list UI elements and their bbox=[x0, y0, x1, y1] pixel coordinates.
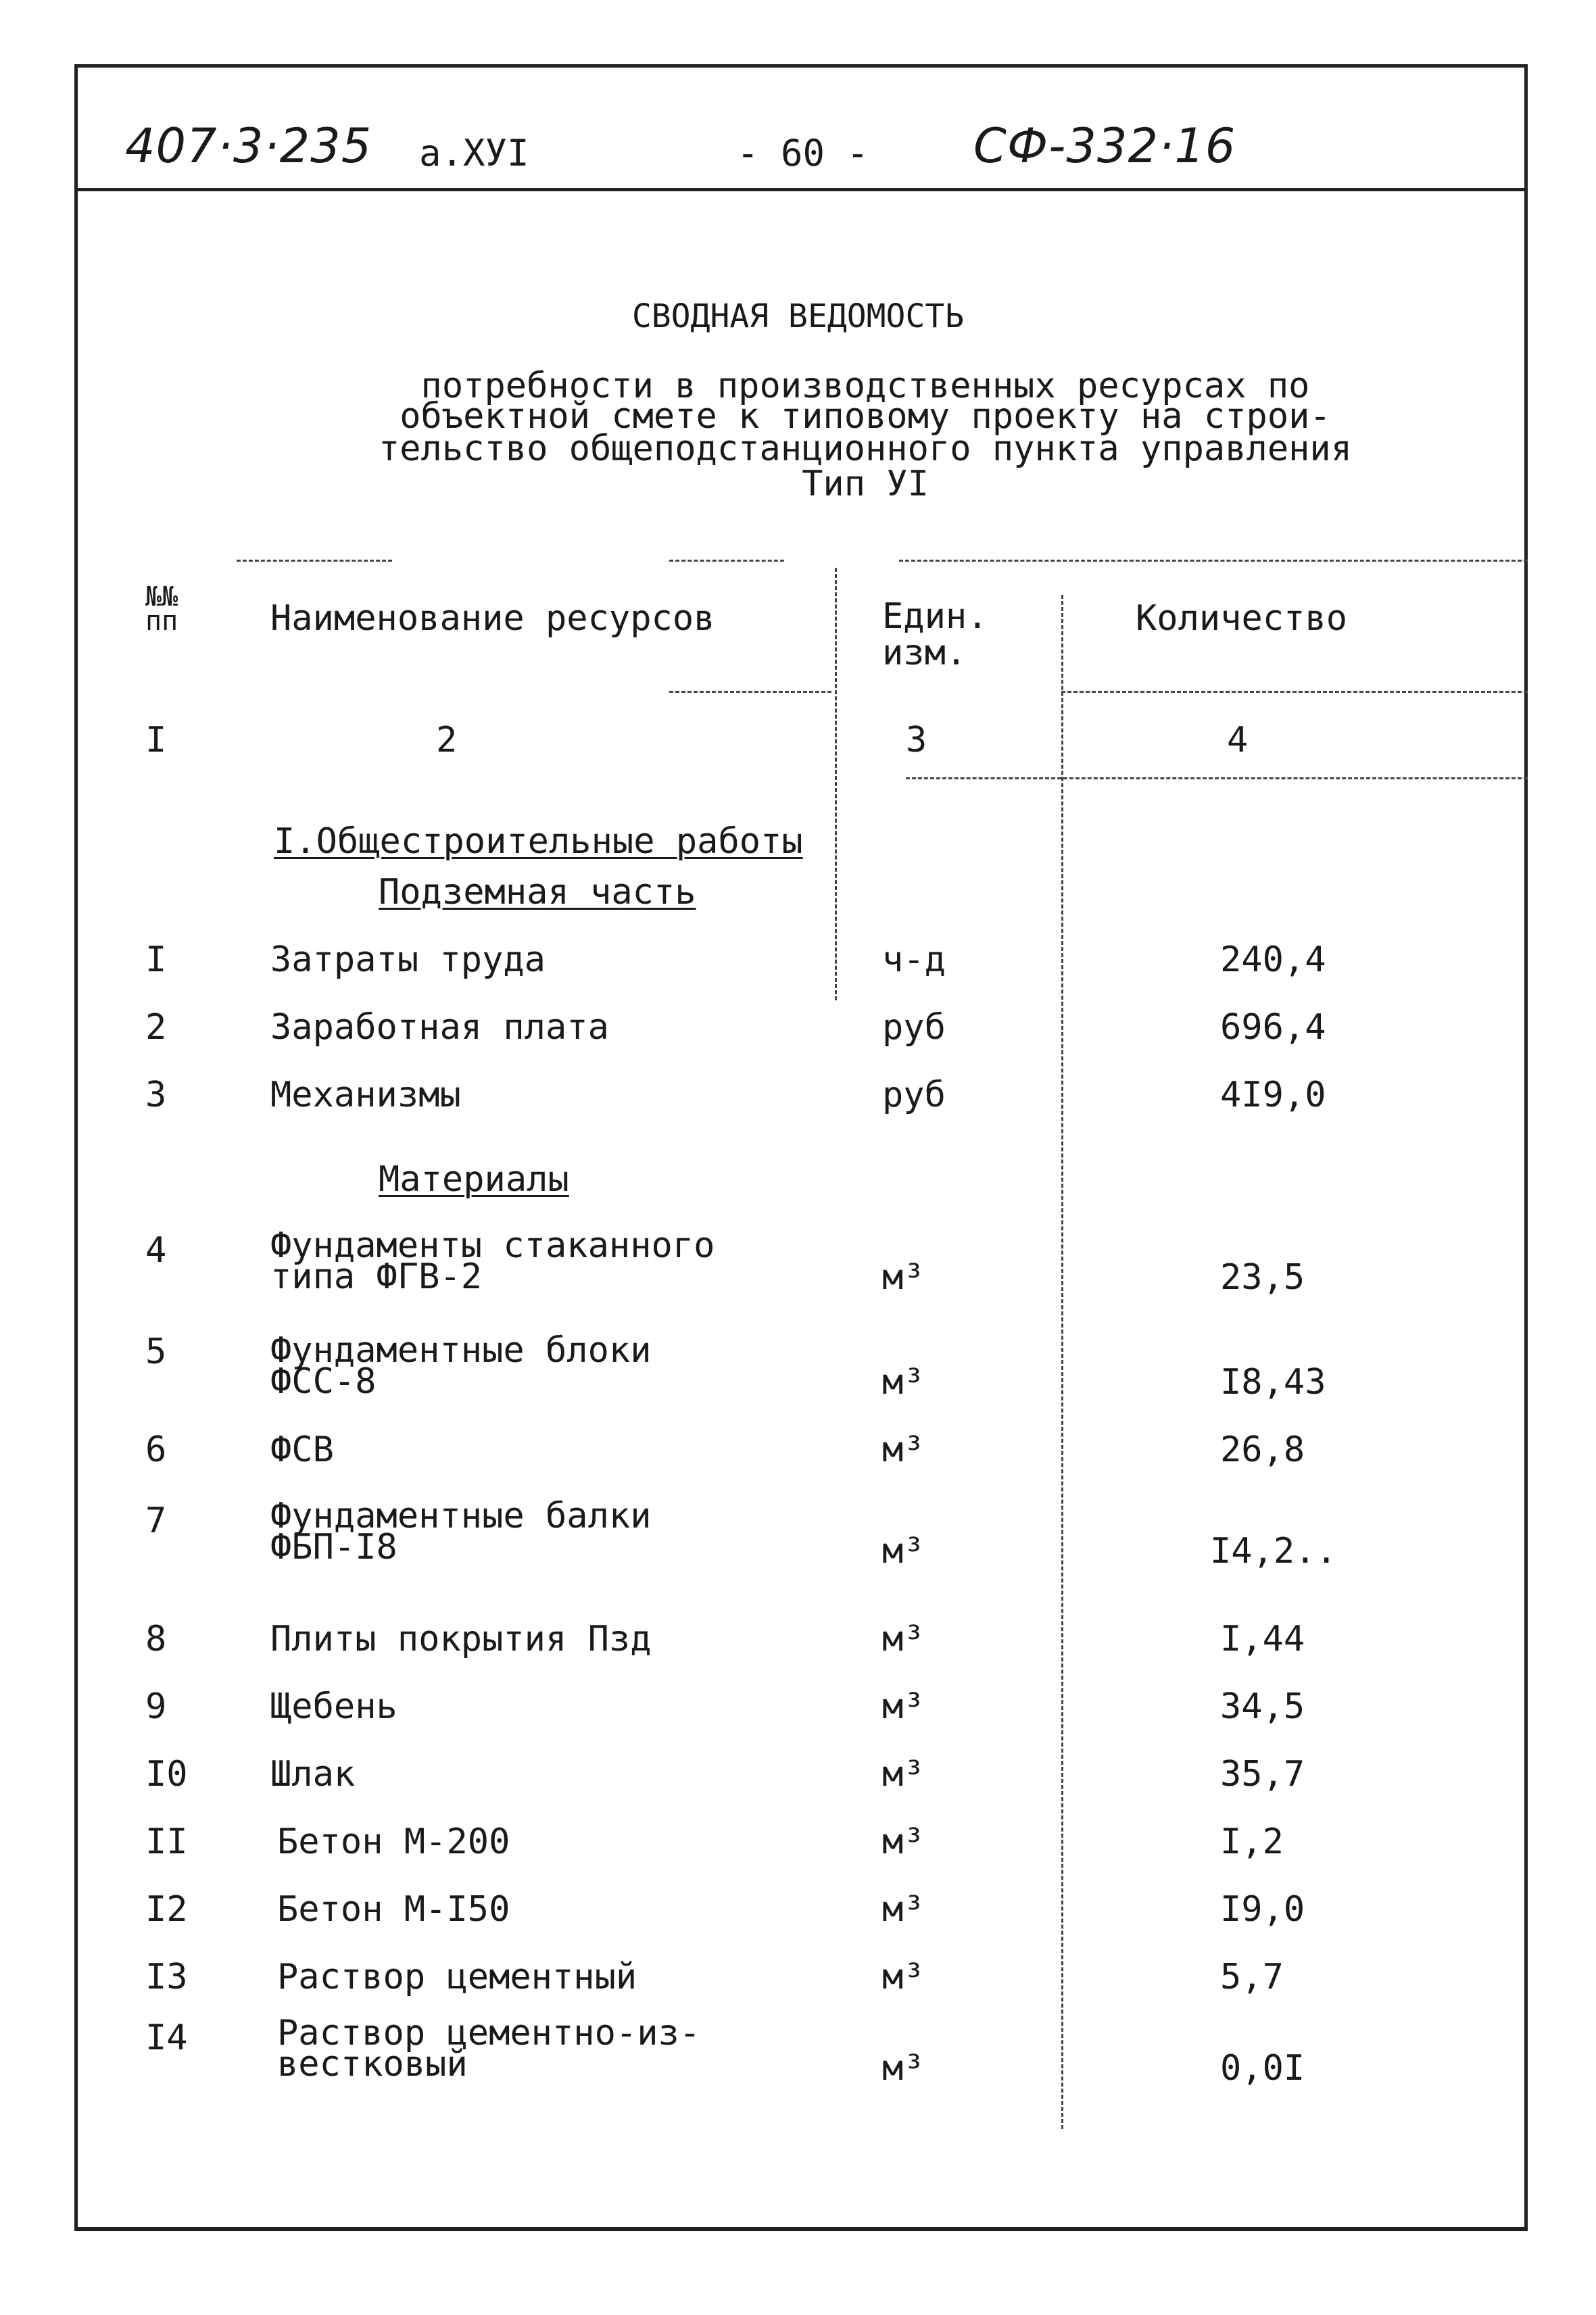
row-qty: I9,0 bbox=[1220, 1889, 1305, 1930]
subtitle-line-2: объектной смете к типовому проекту на строи- bbox=[400, 396, 1331, 437]
row-unit: м³ bbox=[882, 1430, 925, 1470]
table-top-rule-2 bbox=[669, 560, 784, 562]
col-header-unit: Един. изм. bbox=[882, 596, 988, 673]
subtitle-line-1: потребности в производственных ресурсах по bbox=[420, 366, 1310, 406]
page-number: - 60 - bbox=[737, 132, 869, 174]
row-unit: м³ bbox=[882, 1822, 925, 1862]
row-number: 3 bbox=[145, 1075, 167, 1115]
row-number: I3 bbox=[145, 1957, 188, 1997]
row-qty: 240,4 bbox=[1220, 940, 1326, 980]
col-number-4: 4 bbox=[1227, 720, 1249, 760]
row-number: 8 bbox=[145, 1619, 167, 1659]
subsection-title: Подземная часть bbox=[379, 872, 696, 912]
row-number: I bbox=[145, 940, 167, 980]
row-qty: 696,4 bbox=[1220, 1007, 1326, 1048]
col-number-1: I bbox=[145, 720, 167, 760]
row-unit: м³ bbox=[882, 2048, 925, 2089]
row-name: Плиты покрытия Пзд bbox=[270, 1619, 652, 1659]
col-divider-unit-qty bbox=[1061, 595, 1063, 2129]
table-top-rule-1 bbox=[237, 560, 392, 562]
row-qty: 0,0I bbox=[1220, 2048, 1305, 2089]
header-divider bbox=[74, 188, 1528, 191]
section-title: I.Общестроительные работы bbox=[274, 821, 803, 862]
row-unit: м³ bbox=[882, 1889, 925, 1930]
row-name: Фундаментные балки ФБП-I8 bbox=[270, 1496, 652, 1567]
row-name: Механизмы bbox=[270, 1075, 461, 1115]
row-unit: руб bbox=[882, 1075, 946, 1115]
row-name: Бетон М-I50 bbox=[277, 1889, 510, 1930]
row-name: Затраты труда bbox=[270, 940, 546, 980]
row-number: 6 bbox=[145, 1430, 167, 1470]
row-qty: 35,7 bbox=[1220, 1754, 1305, 1795]
album-number: а.XУI bbox=[419, 132, 529, 174]
row-number: 7 bbox=[145, 1501, 167, 1541]
colnum-bottom-rule bbox=[906, 777, 1528, 779]
row-number: II bbox=[145, 1822, 188, 1862]
row-unit: м³ bbox=[882, 1257, 925, 1298]
col-header-number: №№ пп bbox=[145, 581, 178, 637]
row-number: I4 bbox=[145, 2018, 188, 2058]
col-header-name: Наименование ресурсов bbox=[270, 598, 715, 639]
col-number-2: 2 bbox=[436, 720, 458, 760]
row-unit: м³ bbox=[882, 1619, 925, 1659]
row-unit: м³ bbox=[882, 1362, 925, 1403]
row-name: Раствор цементно-из- вестковый bbox=[277, 2013, 701, 2085]
row-name: Фундаменты стаканного типа ФГВ-2 bbox=[270, 1225, 715, 1297]
row-name: Фундаментные блоки ФСС-8 bbox=[270, 1330, 652, 1402]
materials-title: Материалы bbox=[379, 1159, 569, 1200]
sheet-code: СФ-332·16 bbox=[973, 118, 1236, 174]
row-unit: руб bbox=[882, 1007, 946, 1048]
col-header-qty: Количество bbox=[1136, 598, 1348, 639]
subtitle-line-4: Тип УI bbox=[802, 464, 929, 504]
row-number: I0 bbox=[145, 1754, 188, 1795]
header-bottom-rule-2 bbox=[1061, 691, 1528, 693]
col-divider-name-unit bbox=[835, 568, 837, 1000]
row-name: Раствор цементный bbox=[277, 1957, 637, 1997]
row-qty: I8,43 bbox=[1220, 1362, 1326, 1403]
row-name: Щебень bbox=[270, 1686, 397, 1727]
col-number-3: 3 bbox=[906, 720, 927, 760]
row-number: 9 bbox=[145, 1686, 167, 1727]
doc-code: 407·3·235 bbox=[125, 118, 372, 174]
row-name: Бетон М-200 bbox=[277, 1822, 510, 1862]
row-number: 2 bbox=[145, 1007, 167, 1048]
header-bottom-rule-1 bbox=[669, 691, 831, 693]
row-number: 5 bbox=[145, 1332, 167, 1372]
row-qty: I4,2.. bbox=[1210, 1531, 1337, 1571]
subtitle-line-3: тельство общеподстанционного пункта управления bbox=[378, 429, 1353, 469]
row-qty: 5,7 bbox=[1220, 1957, 1284, 1997]
row-unit: м³ bbox=[882, 1957, 925, 1997]
row-qty: I,44 bbox=[1220, 1619, 1305, 1659]
row-name: ФСВ bbox=[270, 1430, 334, 1470]
row-qty: I,2 bbox=[1220, 1822, 1284, 1862]
row-number: 4 bbox=[145, 1230, 167, 1271]
row-name: Шлак bbox=[270, 1754, 356, 1795]
row-qty: 4I9,0 bbox=[1220, 1075, 1326, 1115]
row-number: I2 bbox=[145, 1889, 188, 1930]
table-top-rule-3 bbox=[899, 560, 1528, 562]
row-name: Заработная плата bbox=[270, 1007, 609, 1048]
row-qty: 26,8 bbox=[1220, 1430, 1305, 1470]
row-unit: м³ bbox=[882, 1531, 925, 1571]
row-unit: м³ bbox=[882, 1754, 925, 1795]
row-qty: 23,5 bbox=[1220, 1257, 1305, 1298]
row-unit: м³ bbox=[882, 1686, 925, 1727]
row-qty: 34,5 bbox=[1220, 1686, 1305, 1727]
document-title: СВОДНАЯ ВЕДОМОСТЬ bbox=[631, 297, 965, 335]
row-unit: ч-д bbox=[882, 940, 946, 980]
